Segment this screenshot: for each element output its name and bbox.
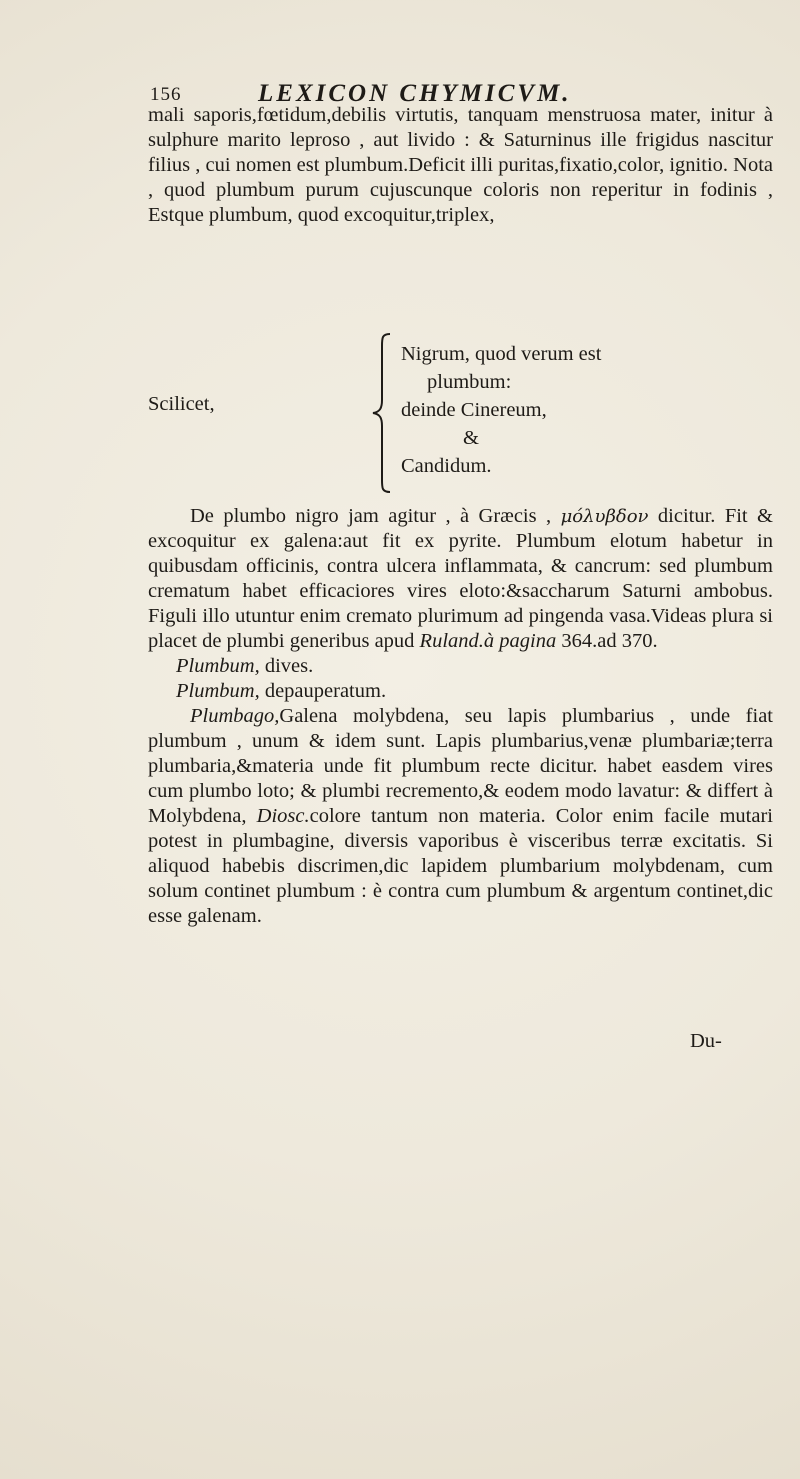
- reference-dioscorides: Diosc.: [256, 805, 310, 827]
- enum-item-nigrum: Nigrum, quod verum est: [401, 343, 602, 365]
- running-title: LEXICON CHYMICVM.: [258, 80, 572, 107]
- reference-ruland: Ruland.à pagina: [419, 630, 557, 652]
- text-span: 364.ad 370.: [556, 630, 658, 652]
- enum-item-et: &: [463, 427, 479, 449]
- entry-term: Plumbago,: [190, 705, 280, 727]
- entry-plumbum-dives: [148, 654, 773, 679]
- entry-text: colore tantum non materia. Color enim facile mutari potest in plumbagine, diversis vaporibus è visceribus terræ excitatis. Si aliquod habebis discrimen,dic lapidem plumbarium molybdenam, cum solum continet plumbum : è contra cum plumbum & argentum continet,dic esse galenam.: [148, 805, 774, 927]
- greek-word: μόλυβδον: [560, 506, 649, 527]
- catchword: Du-: [690, 1030, 722, 1052]
- enumeration-items: [401, 340, 761, 480]
- page-number: 156: [150, 84, 182, 105]
- entry-text: dives.: [259, 655, 314, 677]
- intro-text: mali saporis,fœtidum,debilis virtutis, tanquam menstruosa mater, initur à sulphure marito leproso , aut livido : & Saturninus ille frigidus nascitur filius , cui nomen est plumbum.Deficit illi puritas,fixatio,color, ignitio. Nota , quod plumbum purum cujuscunque coloris non reperitur in fodinis , Estque plumbum, quod excoquitur,triplex,: [148, 104, 773, 226]
- entry-text: Galena molybdena, seu lapis plumbarius , unde fiat plumbum , unum & idem sunt. Lapis plumbarius,venæ plumbariæ;terra plumbaria,&materia unde fit plumbum recte dicitur. habet easdem vires cum plumbo loto; & plumbi recremento,& eodem modo lavatur: & differt à Molybdena,: [148, 705, 773, 827]
- text-span: De plumbo nigro jam agitur , à Græcis ,: [190, 505, 561, 527]
- curly-brace-icon: [370, 332, 394, 494]
- intro-paragraph: [148, 103, 773, 228]
- text-span: dicitur. Fit & excoquitur ex galena:aut fit ex pyrite. Plumbum elotum habetur in quibusdam officinis, contra ulcera inflammata, & cancrum: sed plumbum crematum habet efficaciores vires eloto:&saccharum Saturni ambobus. Figuli illo utuntur enim cremato plurimum ad pingenda vasa.Videas plura si placet de plumbi generibus apud: [148, 505, 773, 652]
- entry-plumbago: [148, 704, 773, 929]
- main-text: [148, 504, 773, 929]
- entry-term: Plumbum,: [176, 680, 260, 702]
- paragraph-plumbum-nigrum: [148, 504, 773, 654]
- enumeration-lead: Scilicet,: [148, 393, 215, 415]
- enum-item-cinereum: deinde Cinereum,: [401, 399, 547, 421]
- enum-item-candidum: Candidum.: [401, 455, 492, 477]
- entry-plumbum-depauperatum: [148, 679, 773, 704]
- enum-item-plumbum: plumbum:: [427, 371, 512, 393]
- entry-term: Plumbum,: [176, 655, 260, 677]
- entry-text: depauperatum.: [259, 680, 387, 702]
- enumeration-block: [148, 328, 773, 498]
